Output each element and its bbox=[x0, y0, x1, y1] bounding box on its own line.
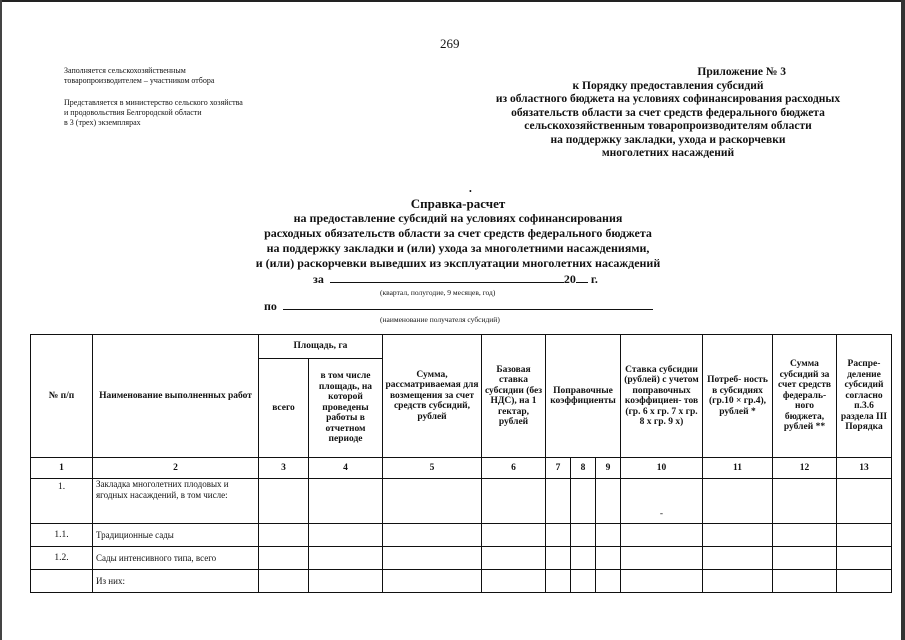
header-distribution: Распре- деление субсидий согласно п.3.6 раздела III Порядка bbox=[837, 335, 892, 458]
header-base-rate: Базовая ставка субсидии (без НДС), на 1 гектар, рублей bbox=[482, 335, 546, 458]
table-cell bbox=[837, 547, 892, 570]
scan-dot: • bbox=[469, 187, 472, 196]
col-num-1: 1 bbox=[31, 458, 93, 479]
col-num-11: 11 bbox=[703, 458, 773, 479]
filled-by-note bbox=[64, 66, 214, 86]
table-cell bbox=[773, 547, 837, 570]
recipient-hint: (наименование получателя субсидий) bbox=[380, 315, 500, 324]
table-cell bbox=[571, 479, 596, 524]
col-num-4: 4 bbox=[309, 458, 383, 479]
title-line-1: Справка-расчет bbox=[410, 196, 506, 211]
period-blank-field[interactable] bbox=[330, 272, 564, 283]
table-cell bbox=[546, 547, 571, 570]
table-cell bbox=[837, 479, 892, 524]
title-line-3: расходных обязательств области за счет средств федерального бюджета bbox=[264, 226, 652, 240]
period-hint: (квартал, полугодие, 9 месяцев, год) bbox=[380, 288, 496, 297]
title-line-2: на предоставление субсидий на условиях софинансирования bbox=[293, 211, 623, 225]
col-num-5: 5 bbox=[383, 458, 482, 479]
row-number: 1.2. bbox=[31, 547, 93, 570]
table-cell bbox=[383, 479, 482, 524]
table-cell bbox=[383, 524, 482, 547]
table-cell bbox=[703, 479, 773, 524]
header-area-period: в том числе площадь, на которой проведены работы в отчетном периоде bbox=[309, 359, 383, 458]
scan-edge-top bbox=[0, 0, 905, 2]
col-num-2: 2 bbox=[93, 458, 259, 479]
table-cell bbox=[773, 479, 837, 524]
table-cell bbox=[482, 524, 546, 547]
header-sum: Сумма, рассматриваемая для возмещения за счет средств субсидий, рублей bbox=[383, 335, 482, 458]
col-num-6: 6 bbox=[482, 458, 546, 479]
year-prefix: 20 bbox=[563, 272, 576, 286]
table-cell bbox=[571, 547, 596, 570]
recipient-blank-field[interactable] bbox=[283, 299, 653, 310]
title-line-5: и (или) раскорчевки выведших из эксплуатации многолетних насаждений bbox=[255, 256, 661, 270]
title-line-4: на поддержку закладки и (или) ухода за многолетними насаждениями, bbox=[266, 241, 650, 255]
table-row bbox=[31, 547, 892, 570]
appendix-heading bbox=[470, 66, 866, 161]
table-cell bbox=[259, 524, 309, 547]
row-mark: - bbox=[621, 479, 703, 524]
table-cell bbox=[703, 547, 773, 570]
table-cell bbox=[596, 479, 621, 524]
row-name: Традиционные сады bbox=[93, 524, 259, 547]
col-num-9: 9 bbox=[596, 458, 621, 479]
submitted-to-line-3: в 3 (трех) экземплярах bbox=[64, 118, 141, 127]
table-cell bbox=[571, 524, 596, 547]
appendix-line-2: к Порядку предоставления субсидий bbox=[572, 79, 764, 92]
table-cell bbox=[703, 570, 773, 593]
row-number: 1.1. bbox=[31, 524, 93, 547]
appendix-line-5: сельскохозяйственным товаропроизводителям области bbox=[524, 120, 812, 132]
table-cell bbox=[259, 479, 309, 524]
submitted-to-note bbox=[64, 98, 243, 128]
table-cell bbox=[837, 524, 892, 547]
recipient-prefix: по bbox=[264, 299, 277, 313]
table-cell bbox=[571, 570, 596, 593]
col-num-7: 7 bbox=[546, 458, 571, 479]
scan-edge-left bbox=[0, 0, 2, 640]
table-cell bbox=[621, 570, 703, 593]
table-cell bbox=[259, 547, 309, 570]
table-cell bbox=[546, 479, 571, 524]
row-name: Закладка многолетних плодовых и ягодных насаждений, в том числе: bbox=[93, 479, 259, 524]
submitted-to-line-1: Представляется в министерство сельского хозяйства bbox=[64, 98, 243, 107]
header-coefficients: Поправочные коэффициенты bbox=[546, 335, 621, 458]
table-cell bbox=[482, 479, 546, 524]
appendix-line-4: обязательств области за счет средств федерального бюджета bbox=[511, 106, 825, 119]
table-cell bbox=[621, 524, 703, 547]
table-cell bbox=[837, 570, 892, 593]
column-number-row bbox=[31, 458, 892, 479]
row-number bbox=[31, 570, 93, 593]
header-need: Потреб- ность в субсидиях (гр.10 × гр.4), рублей * bbox=[703, 335, 773, 458]
year-suffix: г. bbox=[590, 272, 598, 286]
filled-by-line-2: товаропроизводителем – участником отбора bbox=[64, 76, 215, 85]
col-num-13: 13 bbox=[837, 458, 892, 479]
table-row bbox=[31, 570, 892, 593]
table-cell bbox=[596, 524, 621, 547]
table-row bbox=[31, 524, 892, 547]
table-cell bbox=[309, 570, 383, 593]
header-area-total: всего bbox=[259, 359, 309, 458]
table-cell bbox=[383, 547, 482, 570]
submitted-to-line-2: и продовольствия Белгородской области bbox=[64, 108, 202, 117]
table-row bbox=[31, 479, 892, 524]
year-blank-field[interactable] bbox=[576, 272, 588, 283]
row-name: Сады интенсивного типа, всего bbox=[93, 547, 259, 570]
header-name: Наименование выполненных работ bbox=[93, 335, 259, 458]
table-cell bbox=[309, 524, 383, 547]
table-cell bbox=[596, 547, 621, 570]
filled-by-line-1: Заполняется сельскохозяйственным bbox=[64, 66, 186, 75]
table-cell bbox=[773, 524, 837, 547]
header-rate: Ставка субсидии (рублей) с учетом поправочных коэффициен- тов (гр. 6 х гр. 7 х гр. 8 х гр. 9 х) bbox=[621, 335, 703, 458]
header-area: Площадь, га bbox=[259, 335, 383, 359]
page-number: 269 bbox=[440, 36, 460, 51]
table-cell bbox=[482, 570, 546, 593]
table-cell bbox=[703, 524, 773, 547]
col-num-10: 10 bbox=[621, 458, 703, 479]
header-num: № п/п bbox=[31, 335, 93, 458]
table-cell bbox=[259, 570, 309, 593]
table-cell bbox=[596, 570, 621, 593]
table-cell bbox=[546, 570, 571, 593]
table-cell bbox=[621, 547, 703, 570]
table-cell bbox=[773, 570, 837, 593]
header-row-1 bbox=[31, 335, 892, 359]
scan-edge-right bbox=[901, 0, 905, 640]
header-fed-sum: Сумма субсидий за счет средств федераль- ного бюджета, рублей ** bbox=[773, 335, 837, 458]
col-num-3: 3 bbox=[259, 458, 309, 479]
col-num-12: 12 bbox=[773, 458, 837, 479]
appendix-line-7: многолетних насаждений bbox=[601, 147, 735, 159]
table-cell bbox=[309, 547, 383, 570]
table-cell bbox=[309, 479, 383, 524]
col-num-8: 8 bbox=[571, 458, 596, 479]
document-title bbox=[200, 196, 716, 271]
table-cell bbox=[383, 570, 482, 593]
table-cell bbox=[546, 524, 571, 547]
recipient-line bbox=[264, 299, 653, 314]
appendix-line-1: Приложение № 3 bbox=[697, 66, 786, 78]
appendix-line-3: из областного бюджета на условиях софинансирования расходных bbox=[495, 93, 841, 105]
appendix-line-6: на поддержку закладки, ухода и раскорчевки bbox=[550, 133, 786, 146]
table-cell bbox=[482, 547, 546, 570]
subsidy-table bbox=[30, 334, 892, 593]
row-number: 1. bbox=[31, 479, 93, 524]
period-line bbox=[313, 272, 598, 287]
row-name: Из них: bbox=[93, 570, 259, 593]
period-prefix: за bbox=[313, 272, 324, 286]
